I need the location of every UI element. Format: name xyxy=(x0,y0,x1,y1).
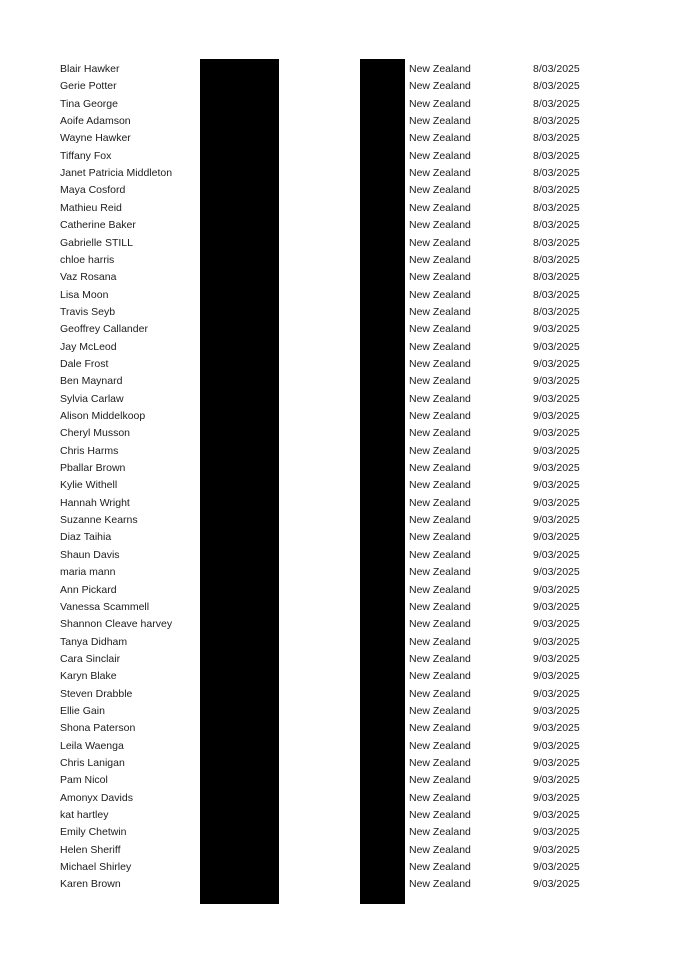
cell-date: 8/03/2025 xyxy=(533,305,580,318)
table-row xyxy=(0,148,675,165)
cell-date: 9/03/2025 xyxy=(533,548,580,561)
cell-country: New Zealand xyxy=(409,583,471,596)
cell-date: 9/03/2025 xyxy=(533,791,580,804)
cell-name: Diaz Taihia xyxy=(60,531,112,544)
cell-name: Shannon Cleave harvey xyxy=(60,618,173,631)
cell-name: Geoffrey Callander xyxy=(60,323,148,336)
table-row xyxy=(0,564,675,581)
table-row xyxy=(0,182,675,199)
cell-date: 9/03/2025 xyxy=(533,826,580,839)
cell-country: New Zealand xyxy=(409,757,471,769)
cell-name: Gabrielle STILL xyxy=(60,236,133,249)
cell-date: 9/03/2025 xyxy=(533,670,580,683)
cell-country: New Zealand xyxy=(409,670,471,683)
cell-country: New Zealand xyxy=(409,514,471,527)
table-row xyxy=(0,686,675,703)
cell-date: 9/03/2025 xyxy=(533,652,580,665)
cell-name: Lisa Moon xyxy=(60,288,109,301)
cell-date: 9/03/2025 xyxy=(533,340,580,353)
cell-country: New Zealand xyxy=(409,687,471,700)
cell-date: 8/03/2025 xyxy=(533,219,580,232)
cell-country: New Zealand xyxy=(409,600,471,613)
cell-name: Ann Pickard xyxy=(60,583,117,596)
cell-date: 8/03/2025 xyxy=(533,167,580,180)
cell-country: New Zealand xyxy=(409,132,471,145)
cell-country: New Zealand xyxy=(409,722,471,735)
table-row xyxy=(0,339,675,356)
cell-date: 9/03/2025 xyxy=(533,410,580,422)
cell-country: New Zealand xyxy=(409,80,471,93)
table-row xyxy=(0,269,675,286)
cell-name: Michael Shirley xyxy=(60,861,132,874)
cell-name: Ellie Gain xyxy=(60,704,105,717)
cell-country: New Zealand xyxy=(409,444,471,457)
cell-name: Dale Frost xyxy=(60,357,109,370)
cell-name: Tiffany Fox xyxy=(60,149,112,162)
table-row xyxy=(0,651,675,668)
cell-country: New Zealand xyxy=(409,548,471,561)
cell-country: New Zealand xyxy=(409,652,471,665)
cell-country: New Zealand xyxy=(409,236,471,249)
cell-date: 9/03/2025 xyxy=(533,427,580,440)
cell-name: Tina George xyxy=(60,97,118,110)
table-row xyxy=(0,477,675,494)
cell-date: 9/03/2025 xyxy=(533,687,580,700)
cell-country: New Zealand xyxy=(409,739,471,752)
table-row xyxy=(0,842,675,859)
cell-country: New Zealand xyxy=(409,392,471,405)
table-row xyxy=(0,772,675,789)
table-row xyxy=(0,876,675,893)
cell-country: New Zealand xyxy=(409,115,471,128)
cell-country: New Zealand xyxy=(409,618,471,631)
table-row xyxy=(0,720,675,737)
cell-country: New Zealand xyxy=(409,375,471,388)
cell-date: 9/03/2025 xyxy=(533,757,580,769)
table-row xyxy=(0,668,675,685)
cell-date: 9/03/2025 xyxy=(533,843,580,856)
cell-name: Maya Cosford xyxy=(60,184,126,197)
cell-name: Emily Chetwin xyxy=(60,826,127,839)
table-row xyxy=(0,616,675,633)
cell-date: 8/03/2025 xyxy=(533,253,580,266)
cell-date: 9/03/2025 xyxy=(533,444,580,457)
cell-name: Mathieu Reid xyxy=(60,201,122,214)
cell-country: New Zealand xyxy=(409,305,471,318)
cell-name: Janet Patricia Middleton xyxy=(60,167,173,180)
cell-country: New Zealand xyxy=(409,843,471,856)
cell-name: Chris Harms xyxy=(60,444,119,457)
cell-country: New Zealand xyxy=(409,184,471,197)
table-row xyxy=(0,582,675,599)
cell-name: Chris Lanigan xyxy=(60,757,125,769)
cell-country: New Zealand xyxy=(409,878,471,891)
cell-date: 9/03/2025 xyxy=(533,739,580,752)
cell-date: 9/03/2025 xyxy=(533,583,580,596)
cell-name: Cheryl Musson xyxy=(60,427,131,440)
cell-date: 8/03/2025 xyxy=(533,236,580,249)
table-row xyxy=(0,529,675,546)
table-row xyxy=(0,287,675,304)
cell-country: New Zealand xyxy=(409,496,471,509)
table-row xyxy=(0,304,675,321)
cell-name: Kylie Withell xyxy=(60,479,118,492)
cell-date: 9/03/2025 xyxy=(533,774,580,787)
cell-date: 8/03/2025 xyxy=(533,201,580,214)
cell-date: 8/03/2025 xyxy=(533,271,580,284)
table-row xyxy=(0,200,675,217)
cell-date: 9/03/2025 xyxy=(533,392,580,405)
table-row xyxy=(0,408,675,425)
cell-date: 9/03/2025 xyxy=(533,878,580,891)
cell-name: Blair Hawker xyxy=(60,63,120,75)
cell-date: 9/03/2025 xyxy=(533,600,580,613)
cell-country: New Zealand xyxy=(409,323,471,336)
table-row xyxy=(0,859,675,876)
cell-name: Pballar Brown xyxy=(60,462,126,475)
cell-country: New Zealand xyxy=(409,271,471,284)
cell-date: 9/03/2025 xyxy=(533,704,580,717)
cell-country: New Zealand xyxy=(409,531,471,544)
table-row xyxy=(0,252,675,269)
cell-date: 9/03/2025 xyxy=(533,722,580,735)
cell-name: Tanya Didham xyxy=(60,635,128,648)
table-row xyxy=(0,807,675,824)
cell-date: 9/03/2025 xyxy=(533,375,580,388)
table-row xyxy=(0,61,675,78)
cell-date: 8/03/2025 xyxy=(533,63,580,75)
table-row xyxy=(0,113,675,130)
cell-date: 9/03/2025 xyxy=(533,514,580,527)
cell-country: New Zealand xyxy=(409,566,471,579)
cell-name: Alison Middelkoop xyxy=(60,410,146,422)
cell-name: Hannah Wright xyxy=(60,496,130,509)
cell-date: 9/03/2025 xyxy=(533,809,580,822)
cell-date: 8/03/2025 xyxy=(533,149,580,162)
table-row xyxy=(0,634,675,651)
cell-date: 8/03/2025 xyxy=(533,288,580,301)
table-row xyxy=(0,755,675,772)
cell-country: New Zealand xyxy=(409,201,471,214)
cell-name: Shaun Davis xyxy=(60,548,120,561)
table-row xyxy=(0,425,675,442)
table-row xyxy=(0,356,675,373)
cell-country: New Zealand xyxy=(409,704,471,717)
cell-country: New Zealand xyxy=(409,340,471,353)
table-row xyxy=(0,130,675,147)
table-row xyxy=(0,217,675,234)
cell-date: 8/03/2025 xyxy=(533,184,580,197)
cell-country: New Zealand xyxy=(409,288,471,301)
cell-date: 9/03/2025 xyxy=(533,531,580,544)
table-row xyxy=(0,235,675,252)
cell-name: kat hartley xyxy=(60,809,109,822)
cell-date: 9/03/2025 xyxy=(533,479,580,492)
table-row xyxy=(0,391,675,408)
table-row xyxy=(0,547,675,564)
table-row xyxy=(0,703,675,720)
table-row xyxy=(0,78,675,95)
cell-name: Aoife Adamson xyxy=(60,115,131,128)
cell-date: 8/03/2025 xyxy=(533,132,580,145)
cell-name: Ben Maynard xyxy=(60,375,123,388)
cell-country: New Zealand xyxy=(409,357,471,370)
cell-country: New Zealand xyxy=(409,791,471,804)
table-row xyxy=(0,495,675,512)
cell-date: 9/03/2025 xyxy=(533,635,580,648)
table-row xyxy=(0,321,675,338)
cell-date: 9/03/2025 xyxy=(533,618,580,631)
cell-name: Vanessa Scammell xyxy=(60,600,150,613)
cell-date: 9/03/2025 xyxy=(533,566,580,579)
cell-name: maria mann xyxy=(60,566,116,579)
table-row xyxy=(0,790,675,807)
cell-date: 9/03/2025 xyxy=(533,357,580,370)
cell-name: Wayne Hawker xyxy=(60,132,131,145)
cell-name: Suzanne Kearns xyxy=(60,514,138,527)
cell-country: New Zealand xyxy=(409,410,471,422)
table-row xyxy=(0,96,675,113)
cell-country: New Zealand xyxy=(409,774,471,787)
cell-name: Vaz Rosana xyxy=(60,271,117,284)
table-row xyxy=(0,738,675,755)
cell-name: Cara Sinclair xyxy=(60,652,121,665)
cell-date: 9/03/2025 xyxy=(533,861,580,874)
cell-country: New Zealand xyxy=(409,427,471,440)
cell-name: Pam Nicol xyxy=(60,774,108,787)
cell-date: 9/03/2025 xyxy=(533,323,580,336)
cell-country: New Zealand xyxy=(409,826,471,839)
cell-country: New Zealand xyxy=(409,861,471,874)
cell-country: New Zealand xyxy=(409,167,471,180)
cell-name: Catherine Baker xyxy=(60,219,136,232)
cell-date: 8/03/2025 xyxy=(533,80,580,93)
table-row xyxy=(0,512,675,529)
cell-name: Karyn Blake xyxy=(60,670,117,683)
table-row xyxy=(0,373,675,390)
cell-name: Jay McLeod xyxy=(60,340,117,353)
cell-name: Helen Sheriff xyxy=(60,843,121,856)
cell-country: New Zealand xyxy=(409,97,471,110)
cell-name: Karen Brown xyxy=(60,878,121,891)
table-row xyxy=(0,824,675,841)
cell-name: Steven Drabble xyxy=(60,687,133,700)
cell-name: Sylvia Carlaw xyxy=(60,392,124,405)
cell-name: Travis Seyb xyxy=(60,305,116,318)
table-row xyxy=(0,599,675,616)
cell-date: 8/03/2025 xyxy=(533,115,580,128)
cell-country: New Zealand xyxy=(409,635,471,648)
cell-name: Shona Paterson xyxy=(60,722,136,735)
cell-country: New Zealand xyxy=(409,462,471,475)
cell-country: New Zealand xyxy=(409,479,471,492)
cell-country: New Zealand xyxy=(409,63,471,75)
cell-country: New Zealand xyxy=(409,253,471,266)
cell-country: New Zealand xyxy=(409,219,471,232)
cell-country: New Zealand xyxy=(409,809,471,822)
cell-date: 9/03/2025 xyxy=(533,496,580,509)
cell-name: Leila Waenga xyxy=(60,739,124,752)
cell-date: 9/03/2025 xyxy=(533,462,580,475)
cell-country: New Zealand xyxy=(409,149,471,162)
table-row xyxy=(0,460,675,477)
table-row xyxy=(0,443,675,460)
cell-name: Gerie Potter xyxy=(60,80,117,93)
cell-name: chloe harris xyxy=(60,253,115,266)
table-row xyxy=(0,165,675,182)
cell-date: 8/03/2025 xyxy=(533,97,580,110)
cell-name: Amonyx Davids xyxy=(60,791,133,804)
